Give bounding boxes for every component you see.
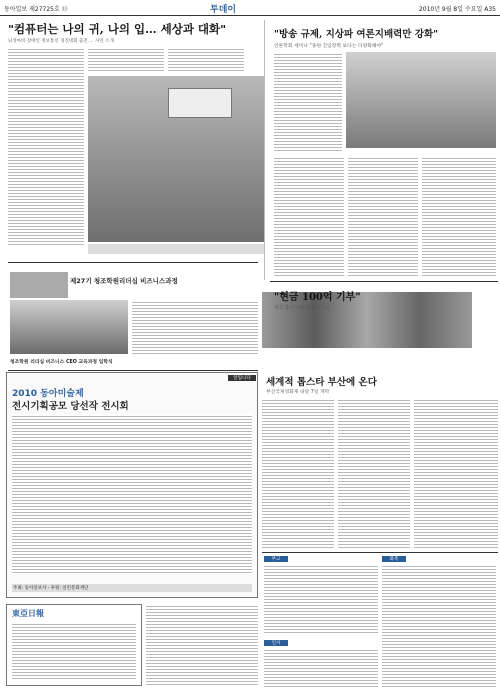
forum-caption: 청조학원 리더십 비즈니스 CEO 교육과정 입학식 [10,360,113,365]
divider [8,370,258,371]
section-title: 투데이 [210,5,237,15]
story2-col3 [348,156,418,276]
people-text [264,648,378,688]
story2-col1 [274,52,342,152]
page-number: 2010년 9월 8일 수요일 A35 [418,6,496,13]
story4-col2 [338,398,410,548]
story1-col1 [8,47,84,245]
forum-text [132,300,258,354]
story3-sub: 재산 출연 서울대 발전기금 [274,306,330,311]
story1-headline: "컴퓨터는 나의 귀, 나의 입… 세상과 대화" [8,22,227,36]
divider [270,281,498,282]
wedding-text [382,564,496,688]
story2-sub: 언론학회 세미나 "종편·진입장벽 보다는 다양화해야" [274,44,384,49]
story4-col1 [262,398,334,548]
ad-subtitle: 전시기획공모 당선작 전시회 [12,401,129,412]
story1-lead: 뇌성마비 장애인 정보통신 경진대회 출전 … 사연 소개 [8,39,114,44]
story1-col3 [168,47,244,72]
obituary-text [264,564,378,634]
story4-col3 [414,398,498,548]
ad-title: 2010 동아미술제 [12,389,84,399]
ad-label: 알립니다 [228,375,256,381]
column-rule [264,20,265,280]
divider [262,552,498,553]
ad-footer: 주최: 동아일보사 · 후원: 일민문화재단 [12,584,252,592]
brand-text [12,622,136,680]
wedding-label: 화촉 [382,556,406,562]
forum-title: 제27기 청조학원리더십 비즈니스과정 [70,277,178,285]
story4-kicker: 부산국제영화제 내달 7일 개막 [266,390,330,395]
story2-headline: "방송 규제, 지상파 여론지배력만 강화" [274,29,439,40]
story3-headline: "현금 100억 기부" [274,292,361,303]
story1-sidebar [168,88,232,118]
forum-photo [10,300,128,354]
divider [8,262,258,263]
people-label: 인사 [264,640,288,646]
ad-text [12,414,252,574]
brand-text2 [146,604,258,686]
story1-col2 [88,47,164,72]
story2-col4 [422,156,496,276]
page-info: 동아일보 제27725호 ⑬ [4,6,68,13]
story2-col2 [274,156,344,276]
brand-name: 東亞日報 [12,609,44,618]
page-header [0,0,500,16]
story4-headline: 세계적 톱스타 부산에 온다 [266,377,377,388]
forum-banner [10,272,68,298]
story1-photo-caption [88,244,264,254]
story2-photo [346,52,496,148]
obituary-label: 부고 [264,556,288,562]
